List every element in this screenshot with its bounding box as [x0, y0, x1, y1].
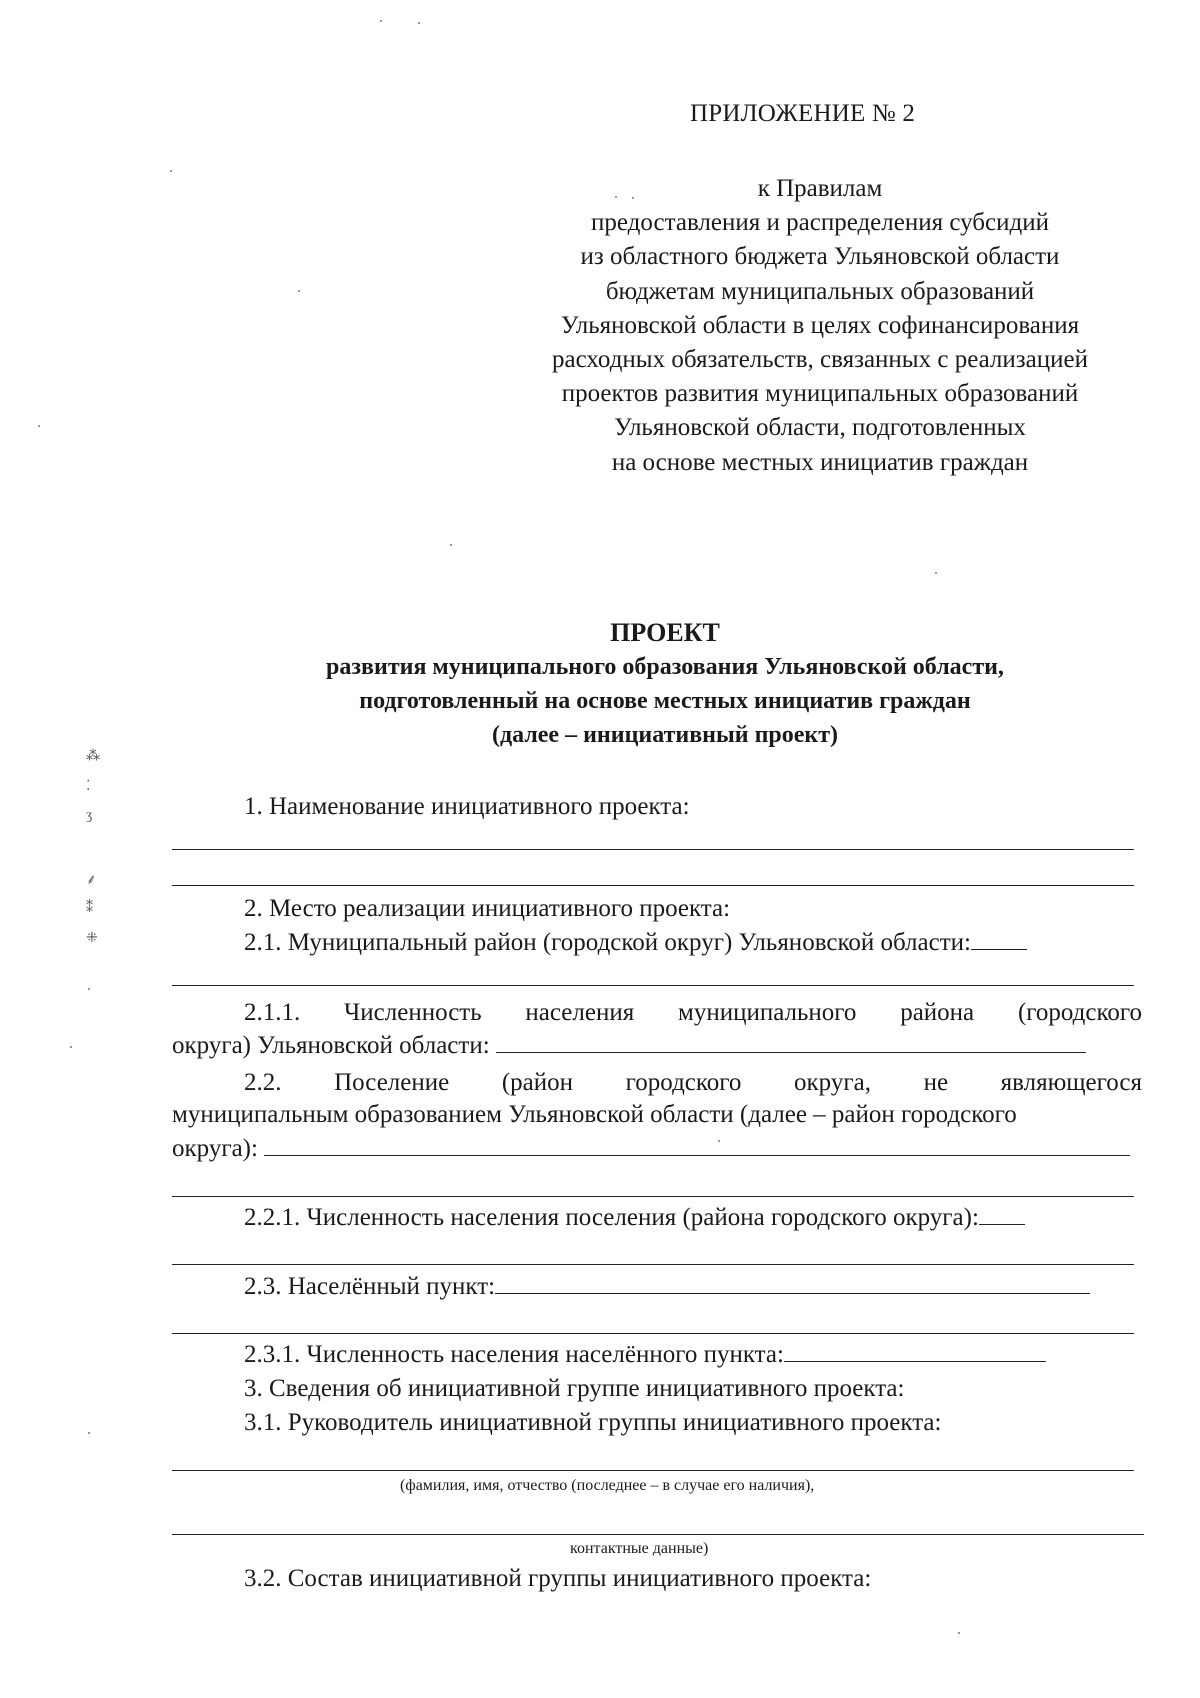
item-1-label: 1. Наименование инициативного проекта: [244, 793, 690, 820]
scan-speck [450, 544, 452, 546]
scan-speck [298, 290, 300, 292]
item-2-2-1-row [244, 1203, 1025, 1233]
scan-speck [88, 1432, 90, 1434]
item-2-3-field[interactable] [495, 1275, 1090, 1294]
item-2-3-1-row [244, 1340, 1046, 1370]
item-1-field-line[interactable] [172, 885, 1134, 886]
scan-speck [615, 196, 617, 198]
item-2-1-1-text-b: округа) Ульяновской области: [172, 1032, 490, 1059]
appendix-subtitle-line: бюджетам муниципальных образований [605, 277, 1035, 305]
scan-artifact-icon: ⁚ [86, 779, 91, 794]
scan-speck [170, 170, 172, 172]
appendix-subtitle-line: предоставления и распределения субсидий [591, 209, 1049, 237]
scan-artifact-icon: ⁂ [86, 749, 100, 764]
scan-artifact-icon: ⸙ [86, 873, 97, 888]
item-2-2-1-field-line[interactable] [172, 1264, 1134, 1265]
item-3-label: 3. Сведения об инициативной группе инициативного проекта: [244, 1375, 905, 1402]
appendix-subtitle-line: Ульяновской области, подготовленных [614, 414, 1026, 442]
item-2-1-row [244, 928, 1027, 958]
heading-main: ПРОЕКТ [610, 618, 720, 647]
item-2-3-field-line[interactable] [172, 1333, 1134, 1334]
scan-speck [958, 1632, 960, 1634]
item-2-1-field-line[interactable] [172, 985, 1134, 986]
appendix-subtitle-line: проектов развития муниципальных образований [561, 380, 1079, 408]
heading-line: подготовленный на основе местных инициатив граждан [359, 688, 971, 714]
appendix-title: ПРИЛОЖЕНИЕ № 2 [690, 100, 916, 127]
caption-contacts: контактные данные) [570, 1540, 709, 1557]
caption-full-name: (фамилия, имя, отчество (последнее – в случае его наличия), [400, 1477, 815, 1494]
item-2-2-text-c: округа): [172, 1135, 258, 1162]
item-2-2-1-field[interactable] [979, 1206, 1025, 1225]
item-2-3-label: 2.3. Населённый пункт: [244, 1273, 496, 1300]
item-2-label: 2. Место реализации инициативного проекта: [244, 895, 731, 922]
scan-artifact-icon: ʒ [86, 808, 93, 823]
scan-speck [380, 20, 382, 22]
appendix-subtitle-line: Ульяновской области в целях софинансирования [560, 311, 1080, 339]
scan-speck [718, 1140, 720, 1142]
appendix-subtitle-line: расходных обязательств, связанных с реализацией [552, 346, 1088, 374]
item-2-2-text-b: муниципальным образованием Ульяновской области (далее – район городского [172, 1101, 1017, 1128]
scan-artifact-icon: ⁑ [86, 901, 93, 916]
appendix-subtitle-line: на основе местных инициатив граждан [611, 448, 1029, 476]
appendix-subtitle [500, 172, 1140, 480]
item-2-1-1-field[interactable] [496, 1034, 1086, 1053]
item-3-2-label: 3.2. Состав инициативной группы инициативного проекта: [244, 1565, 872, 1592]
project-heading [150, 616, 1180, 752]
item-2-1-1-line-a [172, 996, 1142, 1030]
item-1-field-line[interactable] [172, 849, 1134, 850]
item-2-2-field-line[interactable] [172, 1196, 1134, 1197]
scan-speck [935, 572, 937, 574]
item-2-1-label: 2.1. Муниципальный район (городской округ) Ульяновской области: [244, 929, 971, 956]
scan-speck [70, 1046, 72, 1048]
item-3-1-contacts-line[interactable] [172, 1534, 1144, 1535]
item-3-1-label: 3.1. Руководитель инициативной группы инициативного проекта: [244, 1409, 942, 1436]
item-2-3-1-label: 2.3.1. Численность населения населённого пункта: [244, 1341, 784, 1368]
scan-speck [632, 197, 634, 199]
item-2-1-field[interactable] [971, 931, 1027, 950]
item-2-2-1-label: 2.2.1. Численность населения поселения (района городского округа): [244, 1204, 979, 1231]
item-2-3-1-field[interactable] [784, 1343, 1046, 1362]
scan-speck [88, 988, 90, 990]
item-2-3-row [244, 1272, 1090, 1302]
heading-line: развития муниципального образования Ульяновской области, [326, 654, 1004, 680]
item-2-2-text-a: 2.2. Поселение (район городского округа, не являющегося [244, 1069, 1142, 1096]
appendix-subtitle-line: из областного бюджета Ульяновской области [580, 243, 1060, 271]
item-3-1-field-line[interactable] [172, 1470, 1134, 1471]
scan-artifact-icon: ⁜ [86, 931, 98, 946]
item-2-2-field[interactable] [264, 1137, 1130, 1156]
item-2-1-1-row-b [172, 1031, 1086, 1061]
scan-speck [38, 425, 40, 427]
scan-speck [418, 22, 420, 24]
item-2-2-line-a [172, 1066, 1142, 1100]
item-2-1-1-text-a: 2.1.1. Численность населения муниципального района (городского [244, 999, 1142, 1026]
heading-line: (далее – инициативный проект) [491, 722, 839, 748]
item-2-2-row-c [172, 1134, 1130, 1164]
appendix-subtitle-line: к Правилам [757, 175, 883, 202]
